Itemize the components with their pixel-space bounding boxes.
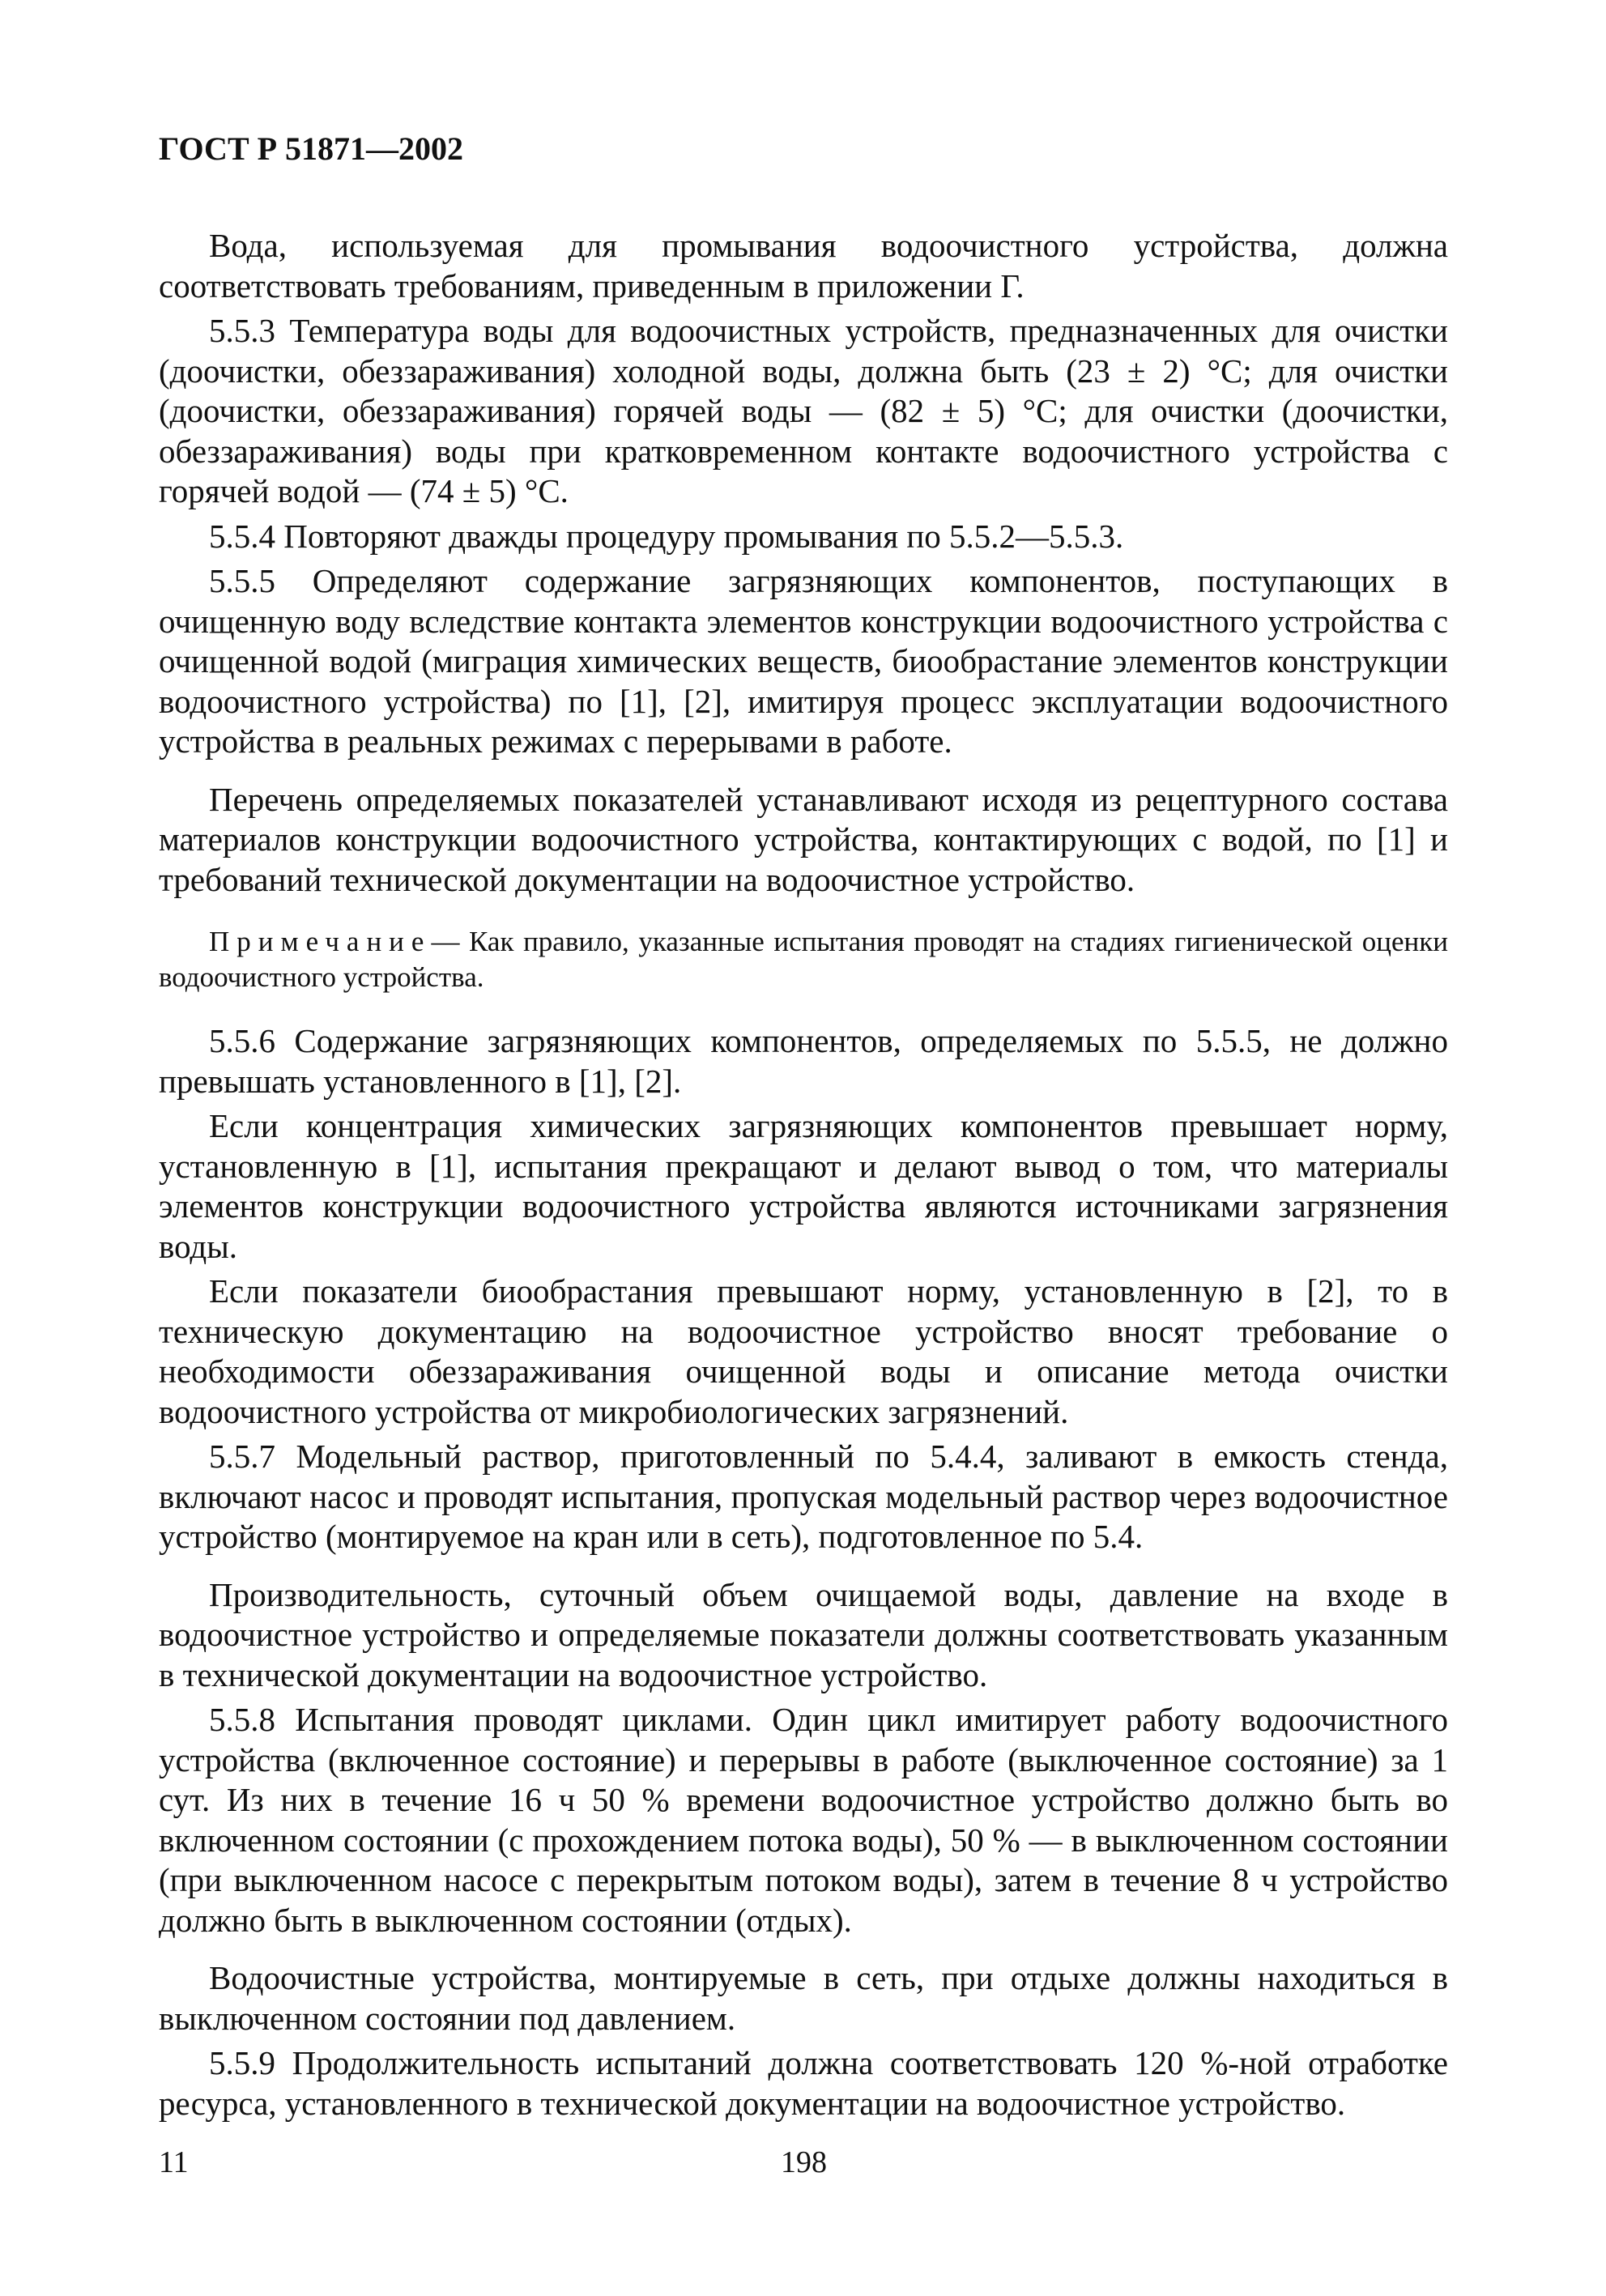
paragraph: Вода, используемая для промывания водоочистного устройства, должна соответствовать требованиям, приведенным в приложении Г. <box>159 227 1448 305</box>
paragraph: 5.5.4 Повторяют дважды процедуру промывания по 5.5.2—5.5.3. <box>209 517 1124 555</box>
page-number: 198 <box>781 2145 827 2179</box>
note <box>159 924 1448 995</box>
paragraph: Если концентрация химических загрязняющих компонентов превышает норму, установленную в [1], испытания прекращают и делают вывод о том, что материалы элементов конструкции водоочистного устройства являются источниками загрязнения воды. <box>159 1107 1448 1265</box>
body-text <box>159 226 1448 2123</box>
paragraph: 5.5.5 Определяют содержание загрязняющих компонентов, поступающих в очищенную воду вследствие контакта элементов конструкции водоочистного устройства с очищенной водой (миграция химических веществ, биообрастание элементов конструкции водоочистного устройства) по [1], [2], имитируя процесс эксплуатации водоочистного устройства в реальных режимах с перерывами в работе. <box>159 562 1448 760</box>
paragraph: 5.5.3 Температура воды для водоочистных устройств, предназначенных для очистки (доочистки, обеззараживания) холодной воды, должна быть (23 ± 2) °С; для очистки (доочистки, обеззараживания) горячей воды — (82 ± 5) °С; для очистки (доочистки, обеззараживания) воды при кратковременном контакте водоочистного устройства с горячей водой — (74 ± 5) °С. <box>159 312 1448 509</box>
paragraph: 5.5.9 Продолжительность испытаний должна соответствовать 120 %-ной отработке ресурса, установленного в технической документации на водоочистное устройство. <box>159 2044 1448 2122</box>
document-page <box>159 130 1448 2128</box>
document-header: ГОСТ Р 51871—2002 <box>159 130 464 167</box>
paragraph: Если показатели биообрастания превышают норму, установленную в [2], то в техническую документацию на водоочистное устройство вносят требование о необходимости обеззараживания очищенной воды и описание метода очистки водоочистного устройства от микробиологических загрязнений. <box>159 1272 1448 1430</box>
paragraph: 5.5.8 Испытания проводят циклами. Один цикл имитирует работу водоочистного устройства (включенное состояние) и перерывы в работе (выключенное состояние) за 1 сут. Из них в течение 16 ч 50 % времени водоочистное устройство должно быть во включенном состоянии (с прохождением потока воды), 50 % — в выключенном состоянии (при выключенном насосе с перекрытым потоком воды), затем в течение 8 ч устройство должно быть в выключенном состоянии (отдых). <box>159 1701 1448 1939</box>
footer-left-number: 11 <box>159 2145 189 2179</box>
note-text: — Как правило, указанные испытания проводят на стадиях гигиенической оценки водоочистного устройства. <box>159 926 1448 993</box>
paragraph: Производительность, суточный объем очищаемой воды, давление на входе в водоочистное устройство и определяемые показатели должны соответствовать указанным в технической документации на водоочистное устройство. <box>159 1575 1448 1693</box>
note-label: Примечание <box>209 926 432 957</box>
paragraph: 5.5.6 Содержание загрязняющих компонентов, определяемых по 5.5.5, не должно превышать установленного в [1], [2]. <box>159 1022 1448 1100</box>
paragraph: Перечень определяемых показателей устанавливают исходя из рецептурного состава материалов конструкции водоочистного устройства, контактирующих с водой, по [1] и требований технической документации на водоочистное устройство. <box>159 780 1448 898</box>
paragraph: Водоочистные устройства, монтируемые в сеть, при отдыхе должны находиться в выключенном состоянии под давлением. <box>159 1959 1448 2037</box>
paragraph: 5.5.7 Модельный раствор, приготовленный по 5.4.4, заливают в емкость стенда, включают насос и проводят испытания, пропуская модельный раствор через водоочистное устройство (монтируемое на кран или в сеть), подготовленное по 5.4. <box>159 1438 1448 1555</box>
